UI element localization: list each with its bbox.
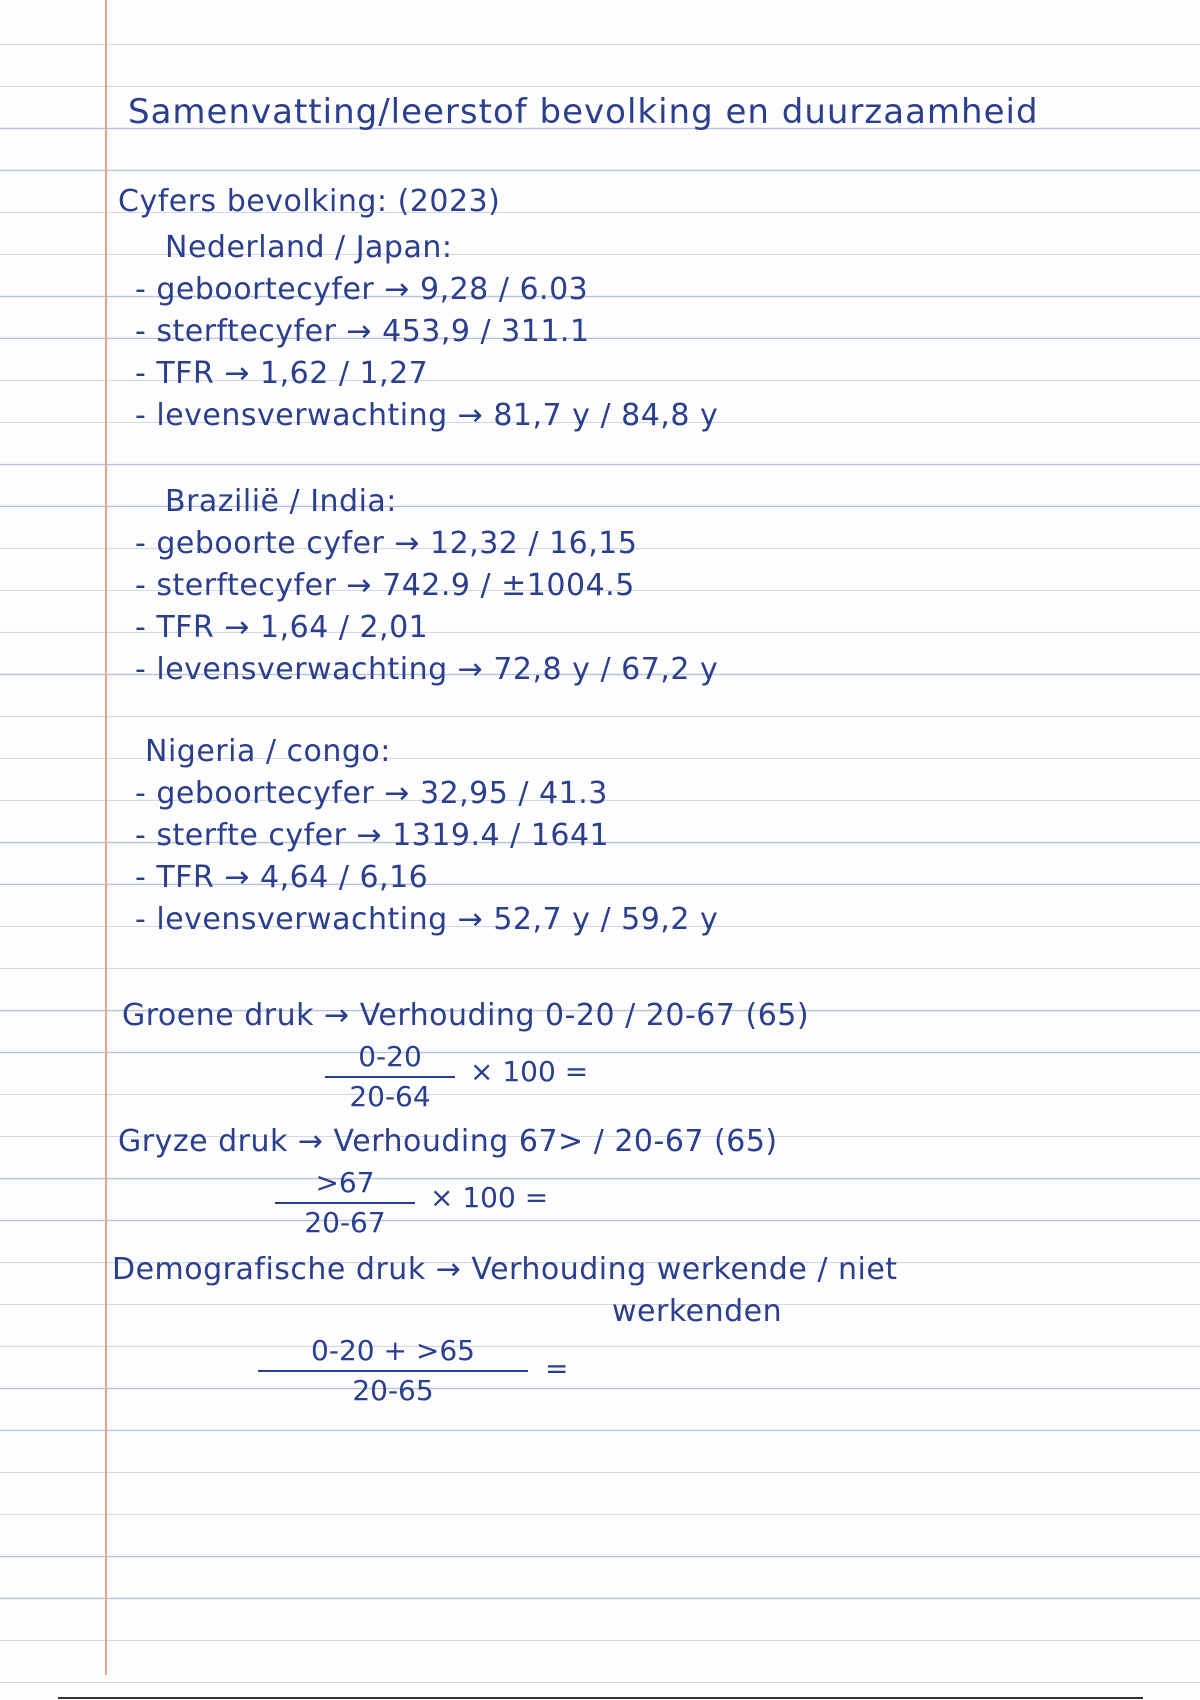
- group-title-nl-japan: Nederland / Japan:: [165, 230, 453, 265]
- list-item: - geboorte cyfer → 12,32 / 16,15: [135, 526, 638, 561]
- margin-line: [105, 0, 107, 1675]
- list-item: - geboortecyfer → 32,95 / 41.3: [135, 776, 608, 811]
- fraction-denominator: 20-65: [352, 1374, 434, 1407]
- demografische-druk-line: Demografische druk → Verhouding werkende / niet: [112, 1252, 898, 1287]
- gryze-multiplier: × 100 =: [430, 1181, 549, 1214]
- group-title-nigeria-congo: Nigeria / congo:: [145, 734, 391, 769]
- list-item: - geboortecyfer → 9,28 / 6.03: [135, 272, 589, 307]
- demografische-fraction: [258, 1334, 528, 1408]
- page-title: Samenvatting/leerstof bevolking en duurzaamheid: [128, 92, 1039, 132]
- bottom-rule: [58, 1697, 1143, 1699]
- groene-multiplier: × 100 =: [470, 1055, 589, 1088]
- section-heading: Cyfers bevolking: (2023): [118, 184, 501, 219]
- gryze-fraction: [275, 1166, 415, 1240]
- list-item: - levensverwachting → 72,8 y / 67,2 y: [135, 652, 719, 687]
- list-item: - levensverwachting → 81,7 y / 84,8 y: [135, 398, 719, 433]
- list-item: - sterftecyfer → 742.9 / ±1004.5: [135, 568, 635, 603]
- gryze-druk-line: Gryze druk → Verhouding 67> / 20-67 (65): [118, 1124, 778, 1159]
- list-item: - TFR → 4,64 / 6,16: [135, 860, 429, 895]
- groene-fraction: [325, 1040, 455, 1114]
- fraction-bar: [275, 1202, 415, 1204]
- list-item: - levensverwachting → 52,7 y / 59,2 y: [135, 902, 719, 937]
- fraction-numerator: 0-20: [358, 1040, 422, 1073]
- fraction-bar: [325, 1076, 455, 1078]
- list-item: - sterftecyfer → 453,9 / 311.1: [135, 314, 590, 349]
- list-item: - sterfte cyfer → 1319.4 / 1641: [135, 818, 610, 853]
- fraction-denominator: 20-64: [349, 1080, 431, 1113]
- fraction-bar: [258, 1370, 528, 1372]
- list-item: - TFR → 1,62 / 1,27: [135, 356, 429, 391]
- fraction-denominator: 20-67: [304, 1206, 386, 1239]
- demografische-druk-line-2: werkenden: [612, 1294, 783, 1329]
- group-title-brazil-india: Brazilië / India:: [165, 484, 397, 519]
- fraction-numerator: 0-20 + >65: [311, 1334, 475, 1367]
- fraction-numerator: >67: [315, 1166, 375, 1199]
- demografische-equals: =: [545, 1352, 569, 1385]
- list-item: - TFR → 1,64 / 2,01: [135, 610, 429, 645]
- groene-druk-line: Groene druk → Verhouding 0-20 / 20-67 (65): [122, 998, 810, 1033]
